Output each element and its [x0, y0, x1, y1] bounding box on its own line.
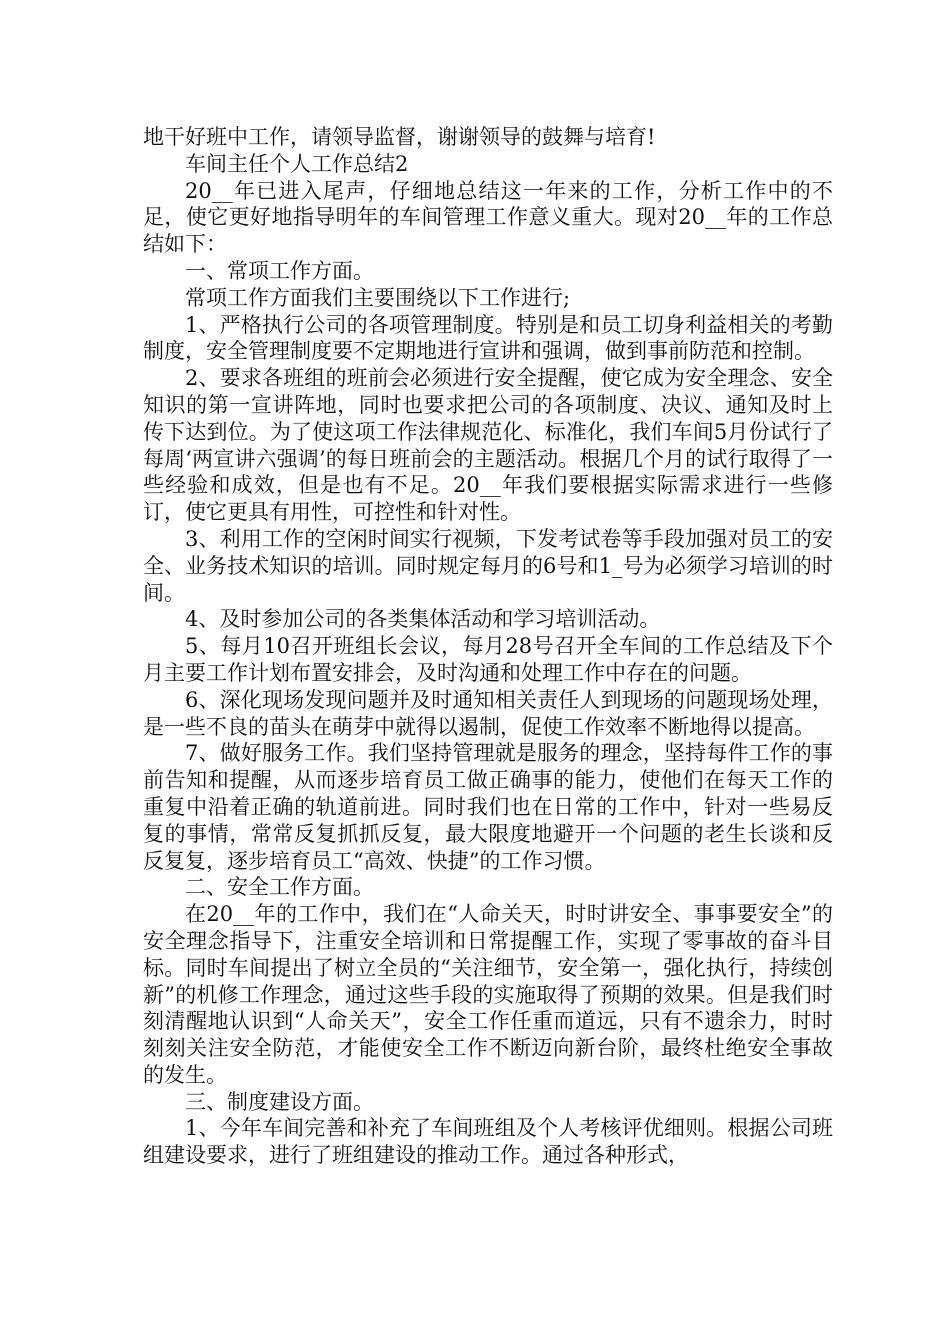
heading-routine-work: 一、常项工作方面。 — [185, 258, 374, 283]
list-item-4: 4、及时参加公司的各类集体活动和学习培训活动。 — [185, 607, 661, 632]
paragraph-continuation: 地干好班中工作，请领导监督，谢谢领导的鼓舞与培育! — [143, 125, 656, 149]
section-title: 车间主任个人工作总结2 — [185, 151, 409, 176]
list-item-6: 6、深化现场发现问题并及时通知相关责任人到现场的问题现场处理，是一些不良的苗头在萌芽中就得以遏制，促使工作效率不断地得以提高。 — [143, 687, 833, 739]
paragraph-safety: 在20__年的工作中，我们在“人命关天，时时讲安全、事事要安全”的安全理念指导下，注重安全培训和日常提醒工作，实现了零事故的奋斗目标。同时车间提出了树立全员的“关注细节，安全第一，强化执行，持续创新”的机修工作理念，通过这些手段的实施取得了预期的效果。但是我们时刻清醒地认识到“人命关天”，安全工作任重而道远，只有不遗余力，时时刻刻关注安全防范，才能使安全工作不断迈向新台阶，最终杜绝安全事故的发生。 — [143, 902, 833, 1087]
list-item-7: 7、做好服务工作。我们坚持管理就是服务的理念，坚持每件工作的事前告知和提醒，从而逐步培育员工做正确事的能力，使他们在每天工作的重复中沿着正确的轨道前进。同时我们也在日常的工作中，针对一些易反复的事情，常常反复抓抓反复，最大限度地避开一个问题的老生长谈和反反复复，逐步培育员工“高效、快捷”的工作习惯。 — [143, 741, 833, 873]
heading-system-building: 三、制度建设方面。 — [185, 1089, 374, 1114]
list-item-5: 5、每月10召开班组长会议，每月28号召开全车间的工作总结及下个月主要工作计划布置安排会，及时沟通和处理工作中存在的问题。 — [143, 634, 833, 685]
paragraph-intro: 20__年已进入尾声，仔细地总结这一年来的工作，分析工作中的不足，使它更好地指导明年的车间管理工作意义重大。现对20__年的工作总结如下： — [143, 178, 833, 257]
list-item-system-1: 1、今年车间完善和补充了车间班组及个人考核评优细则。根据公司班组建设要求，进行了班组建设的推动工作。通过各种形式， — [143, 1116, 833, 1168]
heading-safety-work: 二、安全工作方面。 — [185, 875, 374, 900]
list-item-2: 2、要求各班组的班前会必须进行安全提醒，使它成为安全理念、安全知识的第一宣讲阵地，同时也要求把公司的各项制度、决议、通知及时上传下达到位。为了使这项工作法律规范化、标准化，我们车间5月份试行了每周‘两宣讲六强调’的每日班前会的主题活动。根据几个月的试行取得了一些经验和成效，但是也有不足。20__年我们要根据实际需求进行一些修订，使它更具有用性，可控性和针对性。 — [143, 366, 833, 525]
list-item-3: 3、利用工作的空闲时间实行视频，下发考试卷等手段加强对员工的安全、业务技术知识的培训。同时规定每月的6号和1_号为必须学习培训的时间。 — [143, 526, 833, 605]
list-item-1: 1、严格执行公司的各项管理制度。特别是和员工切身利益相关的考勤制度，安全管理制度要不定期地进行宣讲和强调，做到事前防范和控制。 — [143, 312, 833, 364]
paragraph-routine-intro: 常项工作方面我们主要围绕以下工作进行; — [185, 285, 571, 310]
document-body — [143, 124, 833, 1169]
